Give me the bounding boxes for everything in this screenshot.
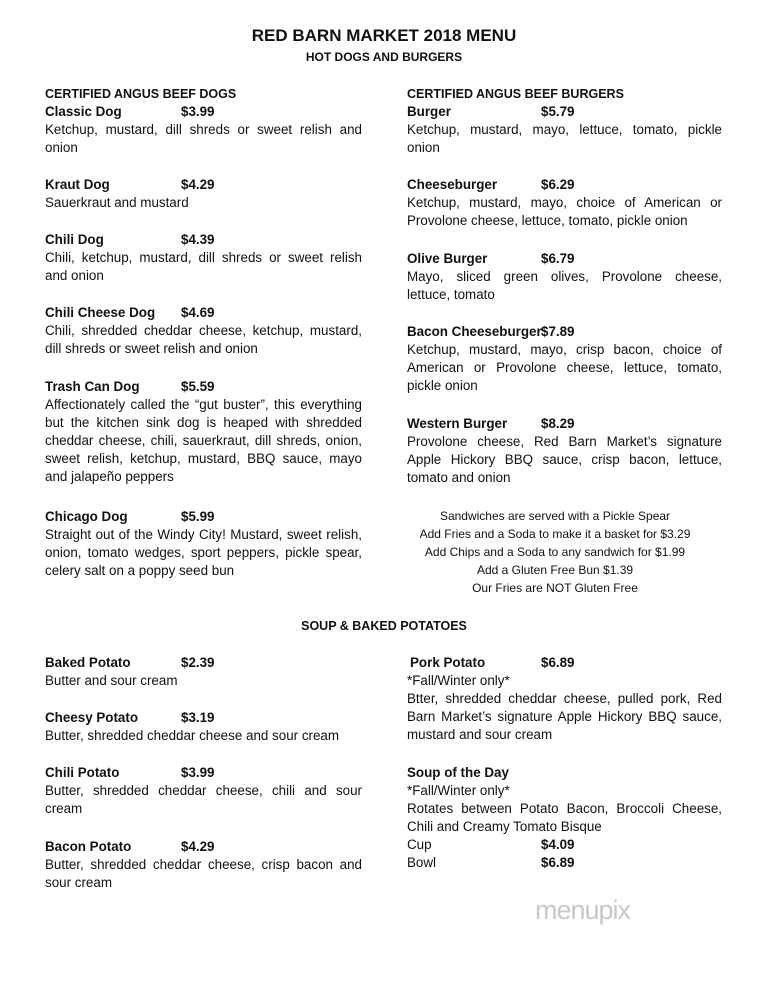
item-price: $5.79 — [541, 104, 575, 119]
item-price: $5.59 — [181, 379, 215, 394]
item-name: Soup of the Day — [407, 765, 509, 780]
bowl-price: $6.89 — [541, 855, 575, 870]
item-name: Cheeseburger — [407, 177, 498, 192]
item-description: Chili, shredded cheddar cheese, ketchup, mustard, dill shreds or sweet relish and onion — [45, 323, 362, 356]
item-description: Chili, ketchup, mustard, dill shreds or sweet relish and onion — [45, 250, 362, 283]
dogs-header: CERTIFIED ANGUS BEEF DOGS — [45, 87, 237, 101]
item-name: Chili Cheese Dog — [45, 305, 156, 320]
menu-item — [45, 378, 362, 486]
item-description: Straight out of the Windy City! Mustard, sweet relish, onion, tomato wedges, sport peppers, pickle spear, celery salt on a poppy seed bun — [45, 527, 362, 578]
item-description: Butter, shredded cheddar cheese, chili and sour cream — [45, 783, 362, 816]
item-price: $3.99 — [181, 104, 215, 119]
menu-item — [407, 176, 722, 230]
item-name: Classic Dog — [45, 104, 122, 119]
menu-item-pork-potato — [407, 654, 722, 744]
menu-item — [45, 231, 362, 285]
item-description: Provolone cheese, Red Barn Market’s signature Apple Hickory BBQ sauce, crisp bacon, lettuce, tomato and onion — [407, 434, 722, 485]
menu-item — [45, 654, 362, 690]
item-name: Bacon Cheeseburger — [407, 324, 542, 339]
item-name: Western Burger — [407, 416, 508, 431]
item-name: Trash Can Dog — [45, 379, 140, 394]
item-name: Olive Burger — [407, 251, 488, 266]
item-description: Butter, shredded cheddar cheese, crisp bacon and sour cream — [45, 857, 362, 890]
item-name: Cheesy Potato — [45, 710, 139, 725]
cup-price: $4.09 — [541, 837, 575, 852]
menu-item — [45, 304, 362, 358]
item-name: Chicago Dog — [45, 509, 128, 524]
item-description: Btter, shredded cheddar cheese, pulled pork, Red Barn Market’s signature Apple Hickory BBQ sauce, mustard and sour cream — [407, 691, 722, 742]
menu-subtitle: HOT DOGS AND BURGERS — [305, 50, 463, 64]
note: Add a Gluten Free Bun $1.39 — [476, 563, 634, 577]
item-price: $6.79 — [541, 251, 575, 266]
bowl-label: Bowl — [407, 855, 437, 870]
item-price: $4.39 — [181, 232, 215, 247]
soup-potatoes-header: SOUP & BAKED POTATOES — [301, 619, 467, 633]
item-price: $2.39 — [181, 655, 215, 670]
note: Our Fries are NOT Gluten Free — [472, 581, 638, 595]
menu-item — [407, 323, 722, 395]
soup-bowl-row — [407, 854, 722, 872]
item-price: $3.19 — [181, 710, 215, 725]
item-name: Burger — [407, 104, 451, 119]
item-description: Sauerkraut and mustard — [45, 195, 189, 210]
item-description: Ketchup, mustard, mayo, choice of American or Provolone cheese, lettuce, tomato, pickle onion — [407, 195, 722, 228]
item-description: Rotates between Potato Bacon, Broccoli Cheese, Chili and Creamy Tomato Bisque — [407, 801, 722, 834]
sandwich-notes — [400, 507, 710, 597]
menu-item-soup — [407, 764, 722, 872]
item-description: Butter, shredded cheddar cheese and sour cream — [45, 728, 340, 743]
item-description: Mayo, sliced green olives, Provolone cheese, lettuce, tomato — [407, 269, 722, 302]
item-description: Affectionately called the “gut buster”, this everything but the kitchen sink dog is heaped with shredded cheddar cheese, chili, sauerkraut, dill shreds, onion, sweet relish, ketchup, mustard, BBQ sauce, mayo and jalapeño peppers — [45, 397, 362, 484]
item-price: $4.69 — [181, 305, 215, 320]
burgers-header: CERTIFIED ANGUS BEEF BURGERS — [407, 87, 624, 101]
item-name: Chili Dog — [45, 232, 104, 247]
note: Add Chips and a Soda to any sandwich for $1.99 — [424, 545, 686, 559]
item-price: $7.89 — [541, 324, 575, 339]
item-price: $4.29 — [181, 177, 215, 192]
item-price: $8.29 — [541, 416, 575, 431]
item-price: $5.99 — [181, 509, 215, 524]
item-price: $3.99 — [181, 765, 215, 780]
item-note: *Fall/Winter only* — [407, 783, 510, 798]
item-description: Ketchup, mustard, dill shreds or sweet relish and onion — [45, 122, 362, 155]
cup-label: Cup — [407, 837, 432, 852]
menu-item — [407, 250, 722, 304]
menu-item — [45, 176, 362, 212]
menu-item — [407, 415, 722, 487]
menu-title: RED BARN MARKET 2018 MENU — [251, 26, 517, 45]
menu-item — [407, 103, 722, 157]
note: Add Fries and a Soda to make it a basket for $3.29 — [419, 527, 691, 541]
item-name: Baked Potato — [45, 655, 131, 670]
item-description: Ketchup, mustard, mayo, lettuce, tomato, pickle onion — [407, 122, 722, 155]
item-description: Butter and sour cream — [45, 673, 178, 688]
note: Sandwiches are served with a Pickle Spear — [439, 509, 671, 523]
menu-item — [45, 838, 362, 892]
item-price: $6.89 — [541, 655, 575, 670]
item-note: *Fall/Winter only* — [407, 673, 510, 688]
item-price: $4.29 — [181, 839, 215, 854]
menu-item — [45, 764, 362, 818]
item-name: Chili Potato — [45, 765, 120, 780]
soup-cup-row — [407, 836, 722, 854]
menu-item — [45, 103, 362, 157]
item-name: Bacon Potato — [45, 839, 132, 854]
item-name: Kraut Dog — [45, 177, 110, 192]
item-description: Ketchup, mustard, mayo, crisp bacon, choice of American or Provolone cheese, lettuce, tomato, pickle onion — [407, 342, 722, 393]
item-name: Pork Potato — [410, 655, 486, 670]
menu-item — [45, 508, 362, 580]
menu-item — [45, 709, 362, 745]
watermark-logo: menupix — [535, 895, 631, 925]
item-price: $6.29 — [541, 177, 575, 192]
